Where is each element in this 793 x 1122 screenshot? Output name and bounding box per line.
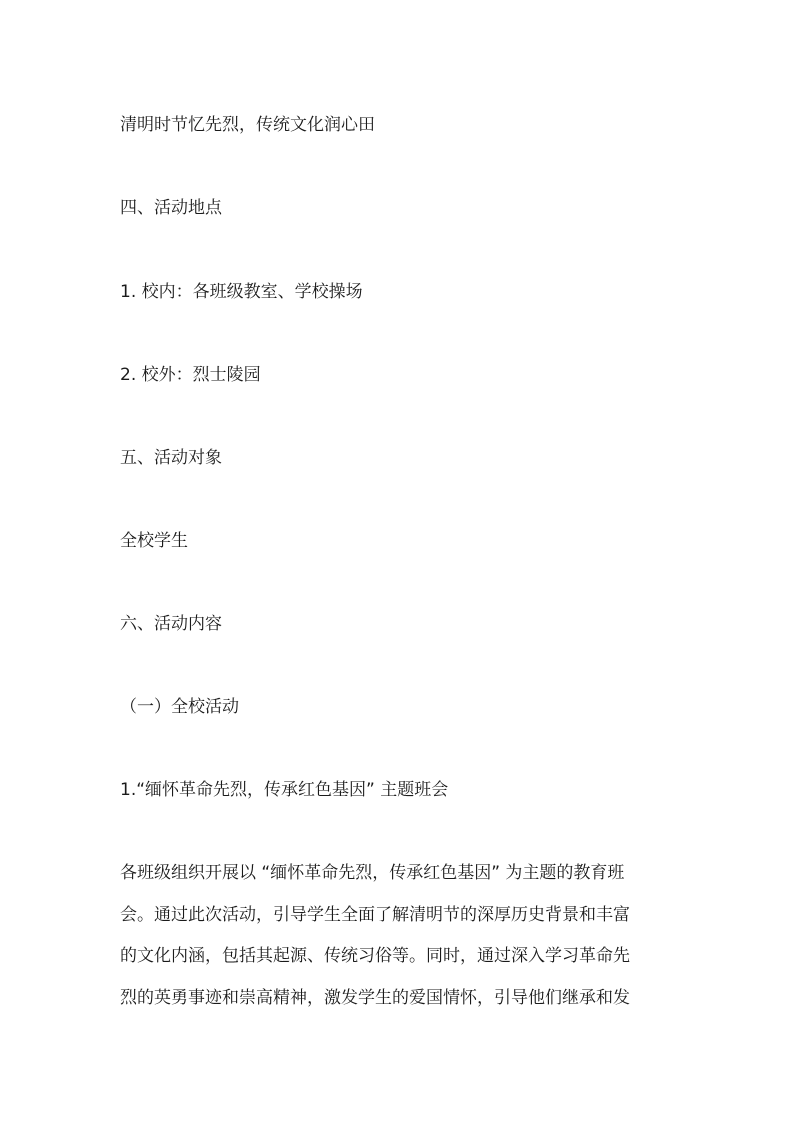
paragraph-line: 烈的英勇事迹和崇高精神，激发学生的爱国情怀，引导他们继承和发 (120, 987, 630, 1008)
theme-line: 清明时节忆先烈，传统文化润心田 (120, 115, 375, 135)
subsection-heading-school-activity: （一）全校活动 (120, 697, 239, 717)
activity-item-title: 1.“缅怀革命先烈，传承红色基因” 主题班会 (120, 780, 449, 800)
paragraph-line: 会。通过此次活动，引导学生全面了解清明节的深厚历史背景和丰富 (120, 904, 630, 925)
section-heading-location: 四、活动地点 (120, 198, 222, 218)
section-heading-content: 六、活动内容 (120, 614, 222, 634)
participants-text: 全校学生 (120, 531, 188, 551)
paragraph-line: 的文化内涵，包括其起源、传统习俗等。同时，通过深入学习革命先 (120, 946, 630, 966)
paragraph-line: 各班级组织开展以 “缅怀革命先烈，传承红色基因” 为主题的教育班 (120, 863, 625, 883)
location-item-offcampus: 2. 校外：烈士陵园 (120, 365, 261, 385)
section-heading-participants: 五、活动对象 (120, 448, 222, 468)
location-item-campus: 1. 校内：各班级教室、学校操场 (120, 282, 363, 302)
activity-description-paragraph (120, 853, 680, 1019)
